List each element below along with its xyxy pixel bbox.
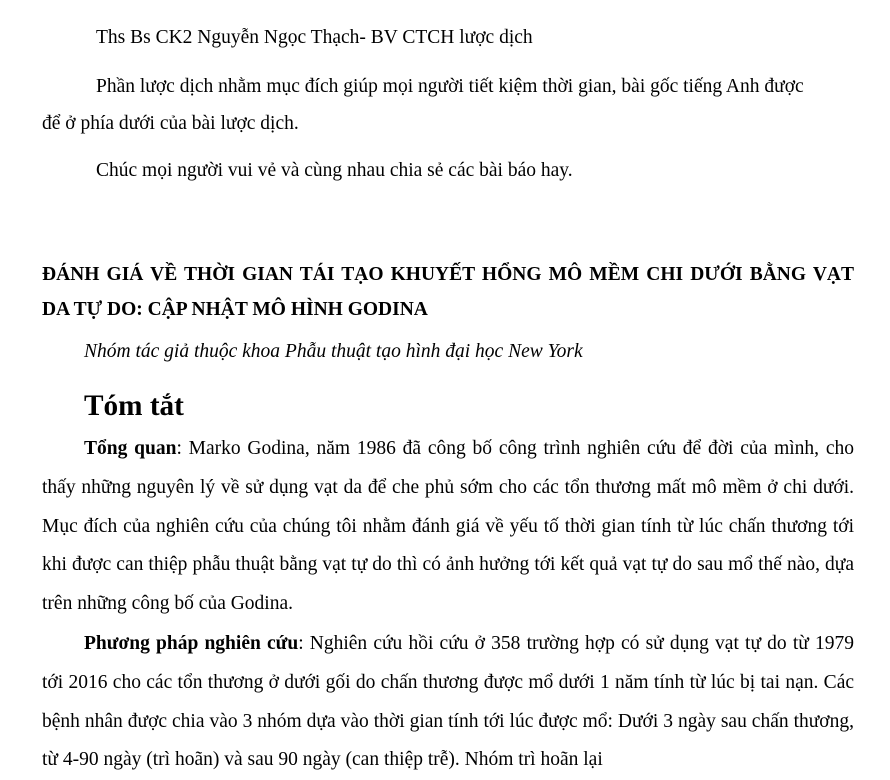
translator-credit: Ths Bs CK2 Nguyễn Ngọc Thạch- BV CTCH lược dịch xyxy=(96,27,533,48)
intro-paragraph-line-1: Phần lược dịch nhằm mục đích giúp mọi người tiết kiệm thời gian, bài gốc tiếng Anh được xyxy=(96,76,804,97)
overview-paragraph xyxy=(42,430,854,624)
article-title: ĐÁNH GIÁ VỀ THỜI GIAN TÁI TẠO KHUYẾT HỔNG MÔ MỀM CHI DƯỚI BẰNG VẠT DA TỰ DO: CẬP NHẬT MÔ HÌNH GODINA xyxy=(42,264,854,320)
author-affiliation: Nhóm tác giả thuộc khoa Phẫu thuật tạo hình đại học New York xyxy=(84,341,583,362)
greeting-line: Chúc mọi người vui vẻ và cùng nhau chia sẻ các bài báo hay. xyxy=(96,160,573,181)
methods-text: : Nghiên cứu hồi cứu ở 358 trường hợp có sử dụng vạt tự do từ 1979 tới 2016 cho các tổn thương ở dưới gối do chấn thương được mổ dưới 1 năm tính từ lúc bị tai nạn. Các bệnh nhân được chia vào 3 nhóm dựa vào thời gian tính tới lúc được mổ: Dưới 3 ngày sau chấn thương, từ 4-90 ngày (trì hoãn) và sau 90 ngày (can thiệp trễ). Nhóm trì hoãn lại xyxy=(42,633,854,771)
methods-label: Phương pháp nghiên cứu xyxy=(84,633,299,654)
overview-label: Tổng quan xyxy=(84,438,177,459)
intro-paragraph-line-2: để ở phía dưới của bài lược dịch. xyxy=(42,113,299,134)
methods-paragraph xyxy=(42,625,854,780)
overview-text: : Marko Godina, năm 1986 đã công bố công trình nghiên cứu để đời của mình, cho thấy những nguyên lý về sử dụng vạt da để che phủ sớm cho các tổn thương mất mô mềm ở chi dưới. Mục đích của nghiên cứu của chúng tôi nhằm đánh giá về yếu tố thời gian tính từ lúc chấn thương tới khi được can thiệp phẫu thuật bằng vạt tự do thì có ảnh hưởng tới kết quả vạt tự do sau mổ thế nào, dựa trên những công bố của Godina. xyxy=(42,438,854,615)
abstract-heading: Tóm tắt xyxy=(84,390,184,422)
